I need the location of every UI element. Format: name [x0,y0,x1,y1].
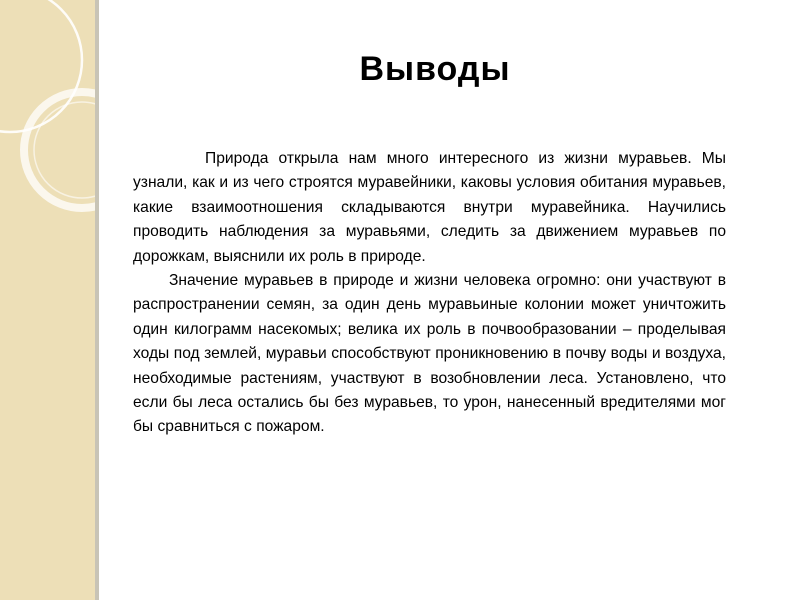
slide-body [133,147,726,440]
body-paragraph: Природа открыла нам много интересного из жизни муравьев. Мы узнали, как и из чего строятся муравейники, каковы условия обитания муравьев, какие взаимоотношения складываются внутри муравейника. Научились проводить наблюдения за муравьями, следить за движением муравьев по дорожкам, выяснили их роль в природе. [133,150,726,265]
decorative-rings-icon [0,0,95,600]
body-paragraph: Значение муравьев в природе и жизни человека огромно: они участвуют в распространении семян, за один день муравьиные колонии может уничтожить один килограмм насекомых; велика их роль в почвообразовании – проделывая ходы под землей, муравьи способствуют проникновению в почву воды и воздуха, необходимые растениям, участвуют в возобновлении леса. Установлено, что если бы леса остались бы без муравьев, то урон, нанесенный вредителями мог бы сравниться с пожаром. [133,272,726,436]
slide-title: Выводы [359,50,511,88]
panel-divider [95,0,99,600]
decorative-side-panel [0,0,95,600]
